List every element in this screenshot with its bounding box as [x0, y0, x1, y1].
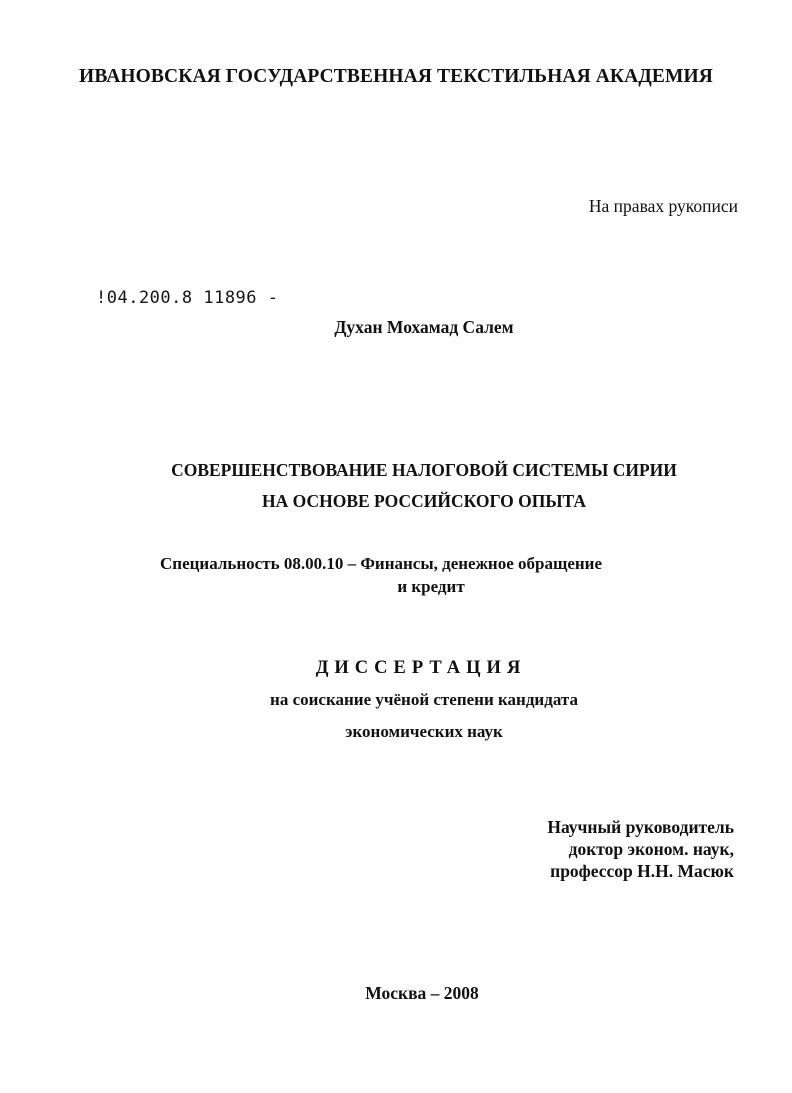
document-type: ДИССЕРТАЦИЯ	[315, 658, 527, 678]
institution-name: ИВАНОВСКАЯ ГОСУДАРСТВЕННАЯ ТЕКСТИЛЬНАЯ АКАДЕМИЯ	[79, 66, 713, 87]
author-name: Духан Мохамад Салем	[334, 317, 514, 337]
degree-line-2: экономических наук	[345, 722, 503, 741]
advisor-role: Научный руководитель	[547, 817, 734, 837]
advisor-name: профессор Н.Н. Масюк	[550, 861, 734, 881]
specialty-line-1: Специальность 08.00.10 – Финансы, денежное обращение	[160, 554, 603, 573]
manuscript-note: На правах рукописи	[588, 196, 738, 216]
dissertation-title-line-1: СОВЕРШЕНСТВОВАНИЕ НАЛОГОВОЙ СИСТЕМЫ СИРИИ	[171, 460, 677, 480]
dissertation-title-line-2: НА ОСНОВЕ РОССИЙСКОГО ОПЫТА	[262, 491, 586, 511]
registry-number: !04.200.8 11896 -	[96, 288, 279, 308]
advisor-degree: доктор эконом. наук,	[568, 839, 734, 859]
specialty-line-2: и кредит	[397, 577, 465, 596]
degree-line-1: на соискание учёной степени кандидата	[270, 690, 578, 709]
city-year: Москва – 2008	[365, 983, 479, 1003]
